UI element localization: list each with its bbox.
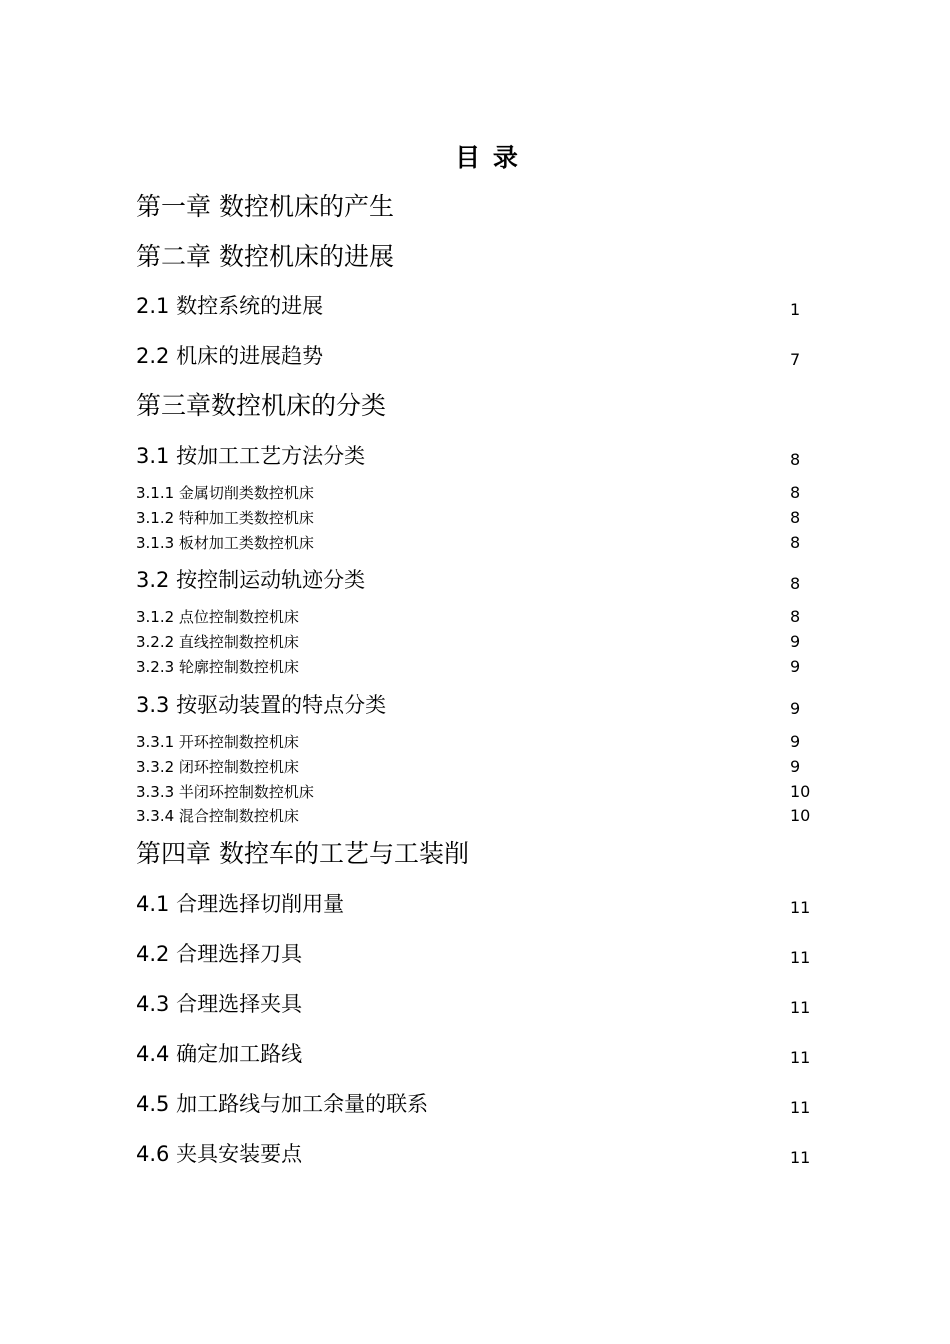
toc-page-number: 11 — [790, 948, 811, 967]
toc-subsection — [136, 607, 816, 627]
toc-chapter-4 — [136, 838, 816, 870]
toc-page-number: 8 — [790, 607, 801, 626]
toc-page-number: 9 — [790, 732, 801, 751]
toc-entry-label: 4.4 确定加工路线 — [136, 1042, 303, 1066]
toc-section-4-6 — [136, 1140, 816, 1168]
toc-section-4-1 — [136, 890, 816, 918]
toc-section-4-3 — [136, 990, 816, 1018]
toc-entry-label: 3.2.3 轮廓控制数控机床 — [136, 658, 299, 676]
toc-section-2-1 — [136, 292, 816, 320]
toc-subsection — [136, 782, 816, 802]
toc-entry-label: 2.2 机床的进展趋势 — [136, 344, 324, 368]
toc-entry-label: 3.1 按加工工艺方法分类 — [136, 444, 366, 468]
toc-page-number: 10 — [790, 782, 811, 801]
toc-entry-label: 2.1 数控系统的进展 — [136, 294, 324, 318]
toc-entry-label: 3.1.1 金属切削类数控机床 — [136, 484, 314, 502]
toc-subsection — [136, 732, 816, 752]
toc-entry-label: 3.1.2 特种加工类数控机床 — [136, 509, 314, 527]
toc-entry-label: 3.2 按控制运动轨迹分类 — [136, 568, 366, 592]
toc-entry-label: 3.1.3 板材加工类数控机床 — [136, 534, 314, 552]
toc-entry-label: 3.1.2 点位控制数控机床 — [136, 608, 299, 626]
toc-chapter-3 — [136, 390, 816, 422]
toc-page-number: 11 — [790, 998, 811, 1017]
toc-section-3-1 — [136, 442, 816, 470]
toc-section-2-2 — [136, 342, 816, 370]
toc-entry-label: 3.3.1 开环控制数控机床 — [136, 733, 299, 751]
toc-page-number: 9 — [790, 757, 801, 776]
toc-entry-label: 3.3.3 半闭环控制数控机床 — [136, 783, 314, 801]
toc-section-3-2 — [136, 566, 816, 594]
toc-entry-label: 3.3 按驱动装置的特点分类 — [136, 693, 387, 717]
toc-page-number: 11 — [790, 898, 811, 917]
toc-subsection — [136, 508, 816, 528]
toc-subsection — [136, 533, 816, 553]
toc-entry-label: 4.1 合理选择切削用量 — [136, 892, 345, 916]
toc-page-number: 11 — [790, 1148, 811, 1167]
toc-chapter-2 — [136, 241, 816, 273]
toc-page-number: 8 — [790, 483, 801, 502]
toc-section-4-2 — [136, 940, 816, 968]
toc-page-number: 8 — [790, 450, 801, 469]
toc-page-number: 11 — [790, 1048, 811, 1067]
toc-subsection — [136, 657, 816, 677]
toc-entry-label: 第一章 数控机床的产生 — [136, 192, 394, 221]
toc-page-number: 1 — [790, 300, 801, 319]
toc-page-number: 8 — [790, 533, 801, 552]
toc-chapter-1 — [136, 191, 816, 223]
toc-subsection — [136, 806, 816, 826]
toc-entry-label: 4.6 夹具安装要点 — [136, 1142, 303, 1166]
toc-section-4-5 — [136, 1090, 816, 1118]
toc-entry-label: 4.3 合理选择夹具 — [136, 992, 303, 1016]
toc-subsection — [136, 632, 816, 652]
toc-page-number: 8 — [790, 574, 801, 593]
toc-page-number: 9 — [790, 699, 801, 718]
toc-entry-label: 第二章 数控机床的进展 — [136, 242, 394, 271]
toc-entry-label: 第三章数控机床的分类 — [136, 391, 387, 420]
toc-entry-label: 4.2 合理选择刀具 — [136, 942, 303, 966]
toc-subsection — [136, 483, 816, 503]
toc-section-3-3 — [136, 691, 816, 719]
toc-entry-label: 4.5 加工路线与加工余量的联系 — [136, 1092, 429, 1116]
toc-title: 目 录 — [455, 143, 520, 172]
toc-subsection — [136, 757, 816, 777]
toc-page-number: 9 — [790, 632, 801, 651]
toc-section-4-4 — [136, 1040, 816, 1068]
toc-entry-label: 第四章 数控车的工艺与工装削 — [136, 839, 469, 868]
toc-page-number: 8 — [790, 508, 801, 527]
toc-page-number: 11 — [790, 1098, 811, 1117]
toc-entry-label: 3.3.4 混合控制数控机床 — [136, 807, 299, 825]
toc-entry-label: 3.2.2 直线控制数控机床 — [136, 633, 299, 651]
toc-page-number: 7 — [790, 350, 801, 369]
toc-page-number: 10 — [790, 806, 811, 825]
toc-page-number: 9 — [790, 657, 801, 676]
toc-entry-label: 3.3.2 闭环控制数控机床 — [136, 758, 299, 776]
